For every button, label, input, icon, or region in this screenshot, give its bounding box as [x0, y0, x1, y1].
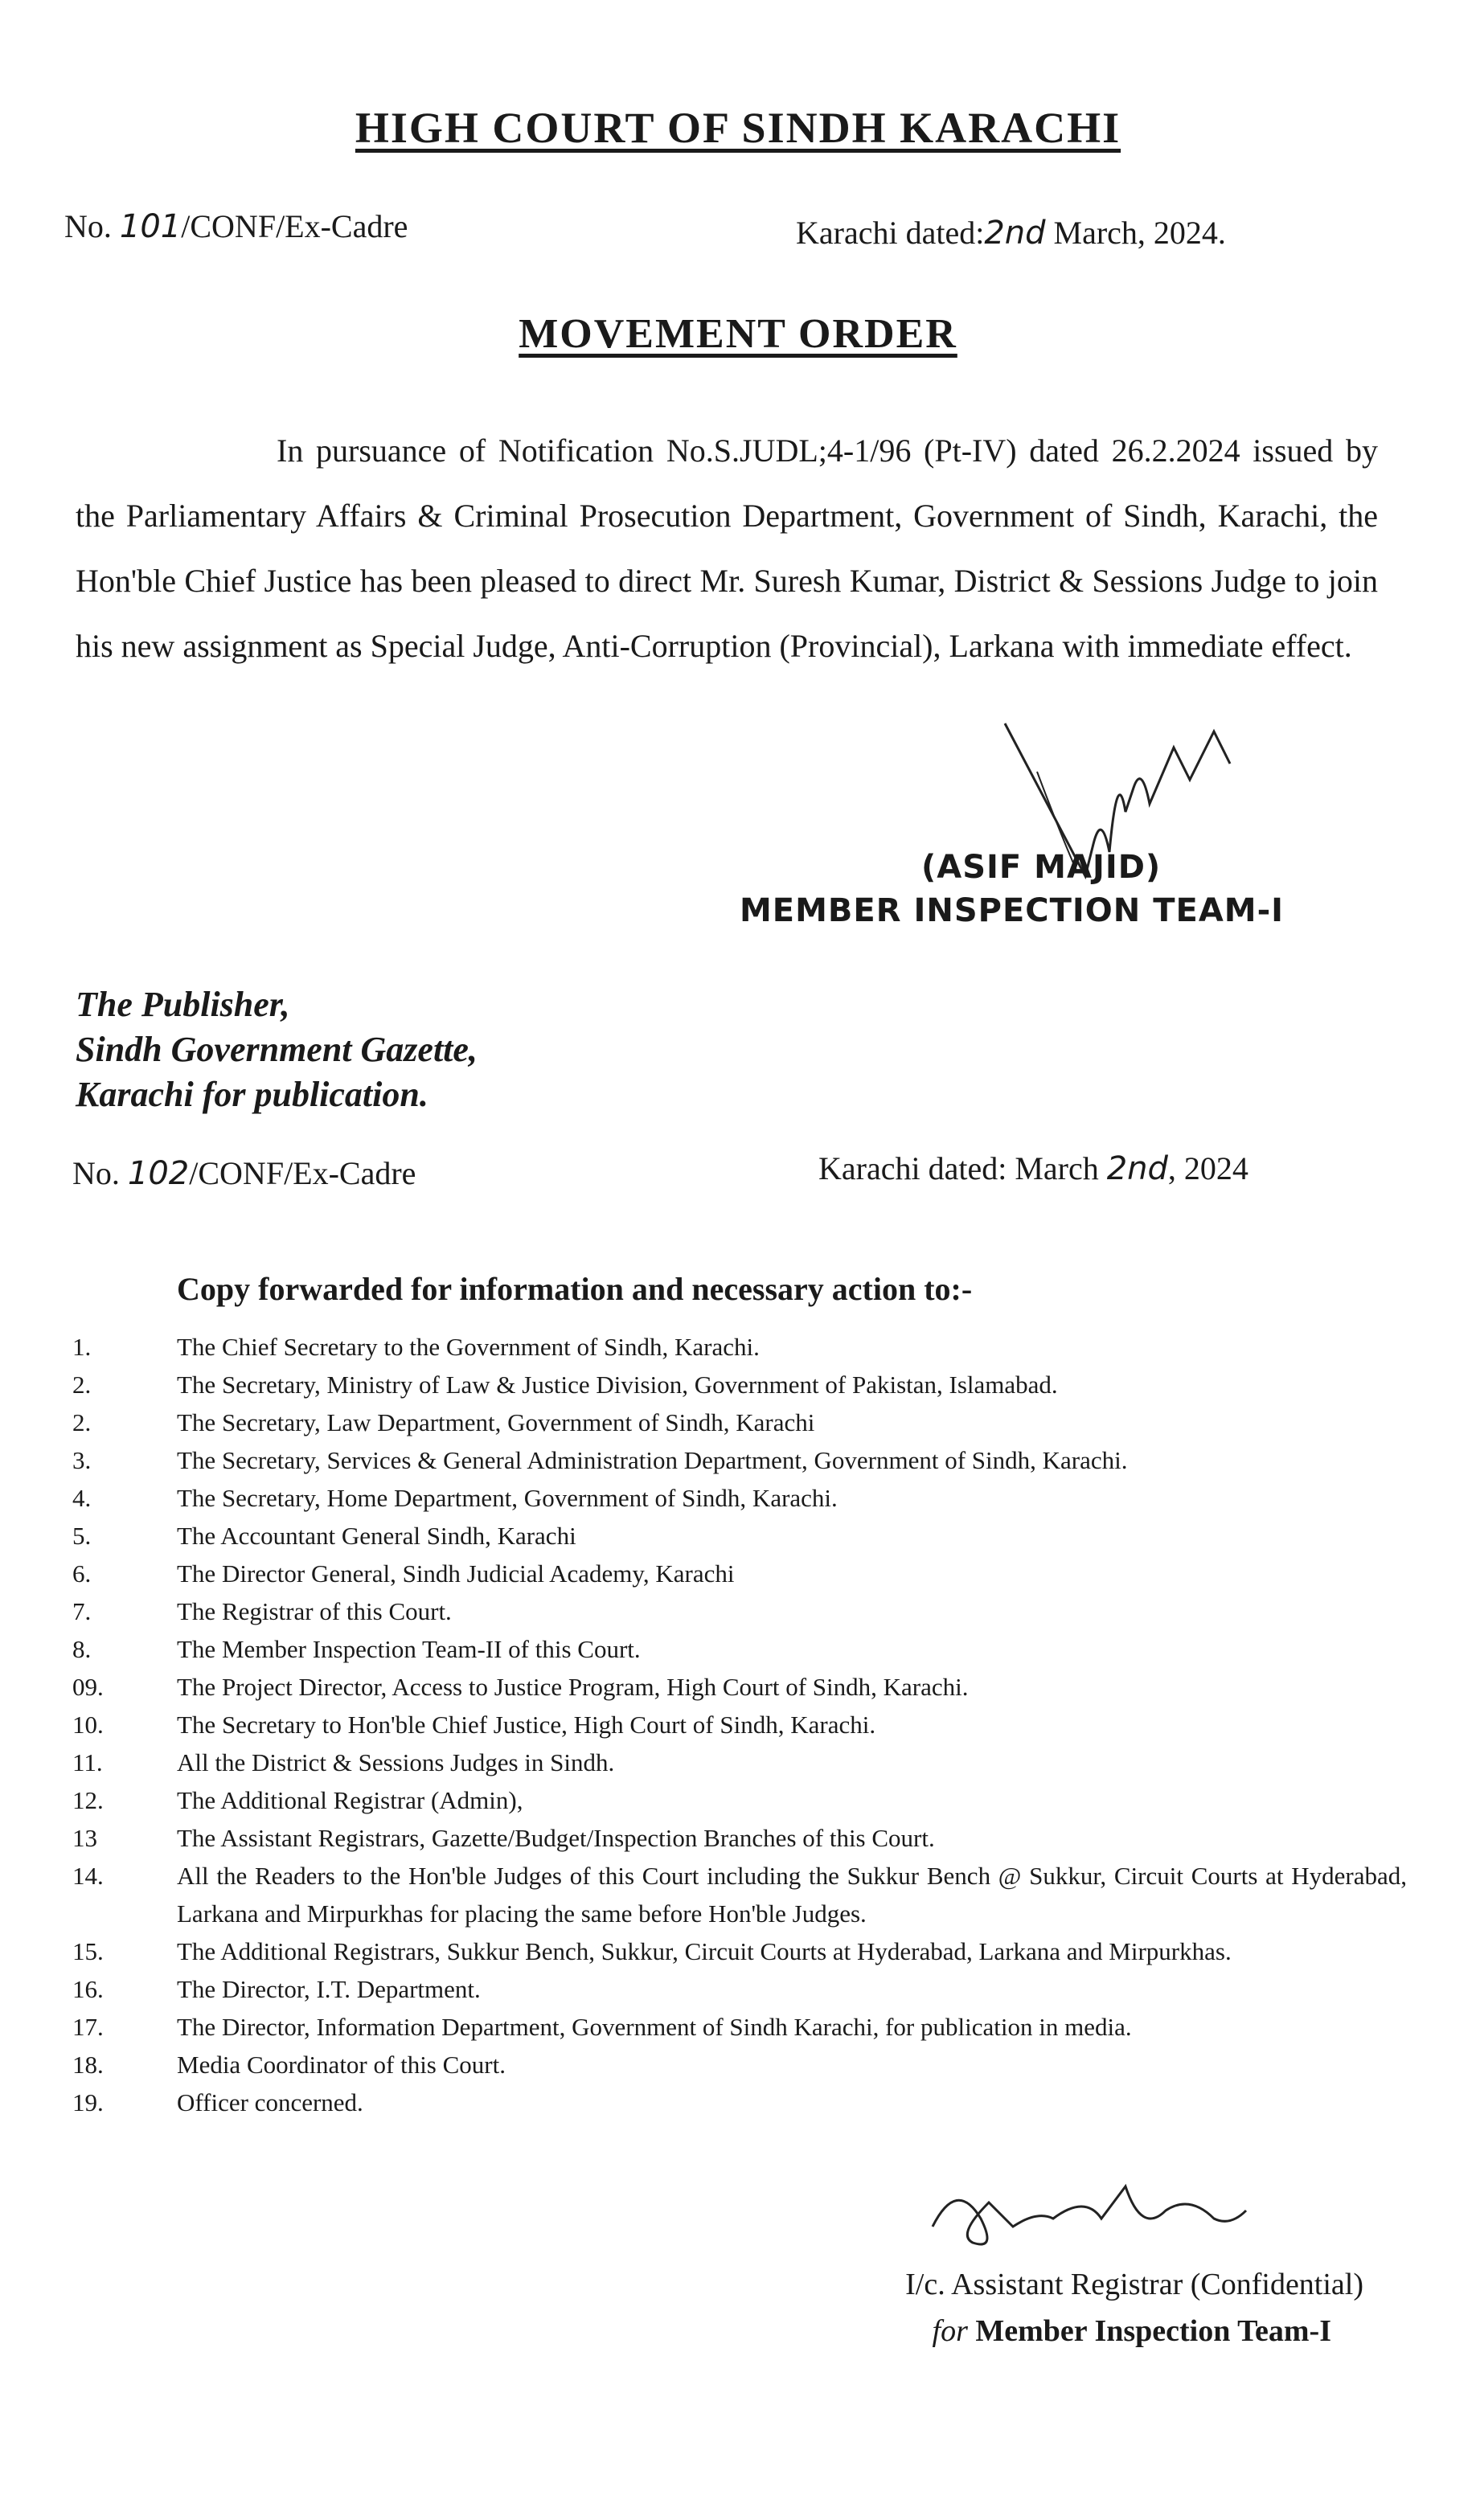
second-reference-number: [72, 1154, 416, 1192]
distribution-item-number: 1.: [72, 1333, 92, 1361]
distribution-item: [72, 2084, 1407, 2121]
distribution-item: [72, 2046, 1407, 2084]
distribution-item-text: The Project Director, Access to Justice Program, High Court of Sindh, Karachi.: [177, 1673, 969, 1701]
assistant-registrar-signature: [925, 2170, 1262, 2259]
distribution-item-number: 7.: [72, 1597, 92, 1625]
publisher-line: Sindh Government Gazette,: [76, 1030, 478, 1069]
publisher-line: Karachi for publication.: [76, 1075, 428, 1114]
distribution-item-text: The Secretary to Hon'ble Chief Justice, High Court of Sindh, Karachi.: [177, 1711, 876, 1739]
reference-handwritten-number: 102: [127, 1155, 190, 1192]
distribution-item-text: The Secretary, Ministry of Law & Justice Division, Government of Pakistan, Islamabad.: [177, 1371, 1058, 1399]
distribution-item-number: 11.: [72, 1748, 103, 1776]
footer-designation: I/c. Assistant Registrar (Confidential): [905, 2268, 1363, 2301]
distribution-item-number: 09.: [72, 1673, 104, 1701]
distribution-item-text: The Accountant General Sindh, Karachi: [177, 1522, 576, 1550]
distribution-item-text: The Additional Registrar (Admin),: [177, 1786, 523, 1814]
distribution-item: [72, 2008, 1407, 2046]
second-date: [818, 1149, 1248, 1187]
distribution-item: [72, 1970, 1407, 2008]
distribution-item: [72, 1366, 1407, 1403]
distribution-item-number: 2.: [72, 1371, 92, 1399]
distribution-item: [72, 1403, 1407, 1441]
distribution-item: [72, 1630, 1407, 1668]
reference-prefix: No.: [72, 1155, 120, 1191]
distribution-item-text: Media Coordinator of this Court.: [177, 2051, 506, 2079]
publisher-address: [76, 982, 478, 1117]
distribution-item: [72, 1517, 1407, 1555]
distribution-item-number: 8.: [72, 1635, 92, 1663]
distribution-item-text: The Director, Information Department, Government of Sindh Karachi, for publication in media.: [177, 2013, 1132, 2041]
distribution-item-number: 2.: [72, 1408, 92, 1436]
order-body: In pursuance of Notification No.S.JUDL;4-1/96 (Pt-IV) dated 26.2.2024 issued by the Parliamentary Affairs & Criminal Prosecution Department, Government of Sindh, Karachi, the Hon'ble Chief Justice has been pleased to direct Mr. Suresh Kumar, District & Sessions Judge to join his new assignment as Special Judge, Anti-Corruption (Provincial), Larkana with immediate effect.: [76, 432, 1378, 664]
distribution-heading: Copy forwarded for information and necessary action to:-: [177, 1271, 973, 1307]
distribution-item: [72, 1328, 1407, 1366]
distribution-item-number: 17.: [72, 2013, 104, 2041]
distribution-item: [72, 1819, 1407, 1857]
distribution-item-number: 12.: [72, 1786, 104, 1814]
distribution-item: [72, 1857, 1407, 1932]
distribution-item: [72, 1479, 1407, 1517]
date-prefix: Karachi dated: March: [818, 1150, 1099, 1186]
footer-for-word: for: [932, 2314, 968, 2348]
distribution-item-text: The Chief Secretary to the Government of Sindh, Karachi.: [177, 1333, 760, 1361]
distribution-item-text: The Secretary, Services & General Administration Department, Government of Sindh, Karachi.: [177, 1446, 1128, 1474]
date-handwritten-day: 2nd: [984, 215, 1046, 252]
distribution-item-text: All the Readers to the Hon'ble Judges of this Court including the Sukkur Bench @ Sukkur, Circuit Courts at Hyderabad, Larkana and Mirpurkhas for placing the same before Hon'ble Judges.: [177, 1862, 1407, 1928]
distribution-item-text: The Additional Registrars, Sukkur Bench, Sukkur, Circuit Courts at Hyderabad, Larkana and Mirpurkhas.: [177, 1937, 1232, 1965]
distribution-item-text: The Registrar of this Court.: [177, 1597, 452, 1625]
distribution-item-number: 10.: [72, 1711, 104, 1739]
distribution-item-text: The Secretary, Home Department, Government of Sindh, Karachi.: [177, 1484, 838, 1512]
footer-team: Member Inspection Team-I: [975, 2314, 1331, 2348]
distribution-item-number: 3.: [72, 1446, 92, 1474]
reference-suffix: /CONF/Ex-Cadre: [181, 208, 408, 244]
distribution-item-number: 19.: [72, 2088, 104, 2116]
distribution-item: [72, 1932, 1407, 1970]
footer-for-line: [933, 2313, 1331, 2349]
date-handwritten-day: 2nd: [1106, 1150, 1168, 1187]
distribution-item-text: All the District & Sessions Judges in Sindh.: [177, 1748, 615, 1776]
distribution-item: [72, 1555, 1407, 1592]
reference-prefix: No.: [64, 208, 112, 244]
reference-handwritten-number: 101: [119, 208, 182, 245]
distribution-item-number: 15.: [72, 1937, 104, 1965]
signatory-name: (ASIF MAJID): [921, 849, 1162, 886]
distribution-item: [72, 1668, 1407, 1706]
distribution-item-number: 18.: [72, 2051, 104, 2079]
distribution-item-text: The Director, I.T. Department.: [177, 1975, 481, 2003]
date-prefix: Karachi dated:: [796, 215, 985, 251]
reference-suffix: /CONF/Ex-Cadre: [189, 1155, 416, 1191]
publisher-line: The Publisher,: [76, 985, 290, 1024]
distribution-item-number: 6.: [72, 1559, 92, 1588]
distribution-item: [72, 1744, 1407, 1781]
distribution-item-number: 5.: [72, 1522, 92, 1550]
distribution-item-text: The Member Inspection Team-II of this Court.: [177, 1635, 641, 1663]
distribution-item-number: 13: [72, 1824, 97, 1852]
distribution-item: [72, 1441, 1407, 1479]
reference-number: [64, 207, 408, 245]
distribution-item-number: 16.: [72, 1975, 104, 2003]
distribution-item-number: 4.: [72, 1484, 92, 1512]
distribution-item-text: The Director General, Sindh Judicial Academy, Karachi: [177, 1559, 735, 1588]
distribution-list: [72, 1328, 1407, 2121]
date-suffix: , 2024: [1167, 1150, 1248, 1186]
distribution-item-text: Officer concerned.: [177, 2088, 363, 2116]
distribution-item-number: 14.: [72, 1862, 104, 1890]
distribution-item: [72, 1592, 1407, 1630]
distribution-item-text: The Secretary, Law Department, Government of Sindh, Karachi: [177, 1408, 815, 1436]
distribution-item: [72, 1781, 1407, 1819]
distribution-item-text: The Assistant Registrars, Gazette/Budget/Inspection Branches of this Court.: [177, 1824, 935, 1852]
date-suffix: March, 2024.: [1053, 215, 1226, 251]
distribution-item: [72, 1706, 1407, 1744]
order-date: [796, 214, 1226, 252]
order-title: MOVEMENT ORDER: [519, 311, 957, 357]
court-title: HIGH COURT OF SINDH KARACHI: [355, 104, 1121, 152]
signatory-designation: MEMBER INSPECTION TEAM-I: [740, 892, 1285, 929]
